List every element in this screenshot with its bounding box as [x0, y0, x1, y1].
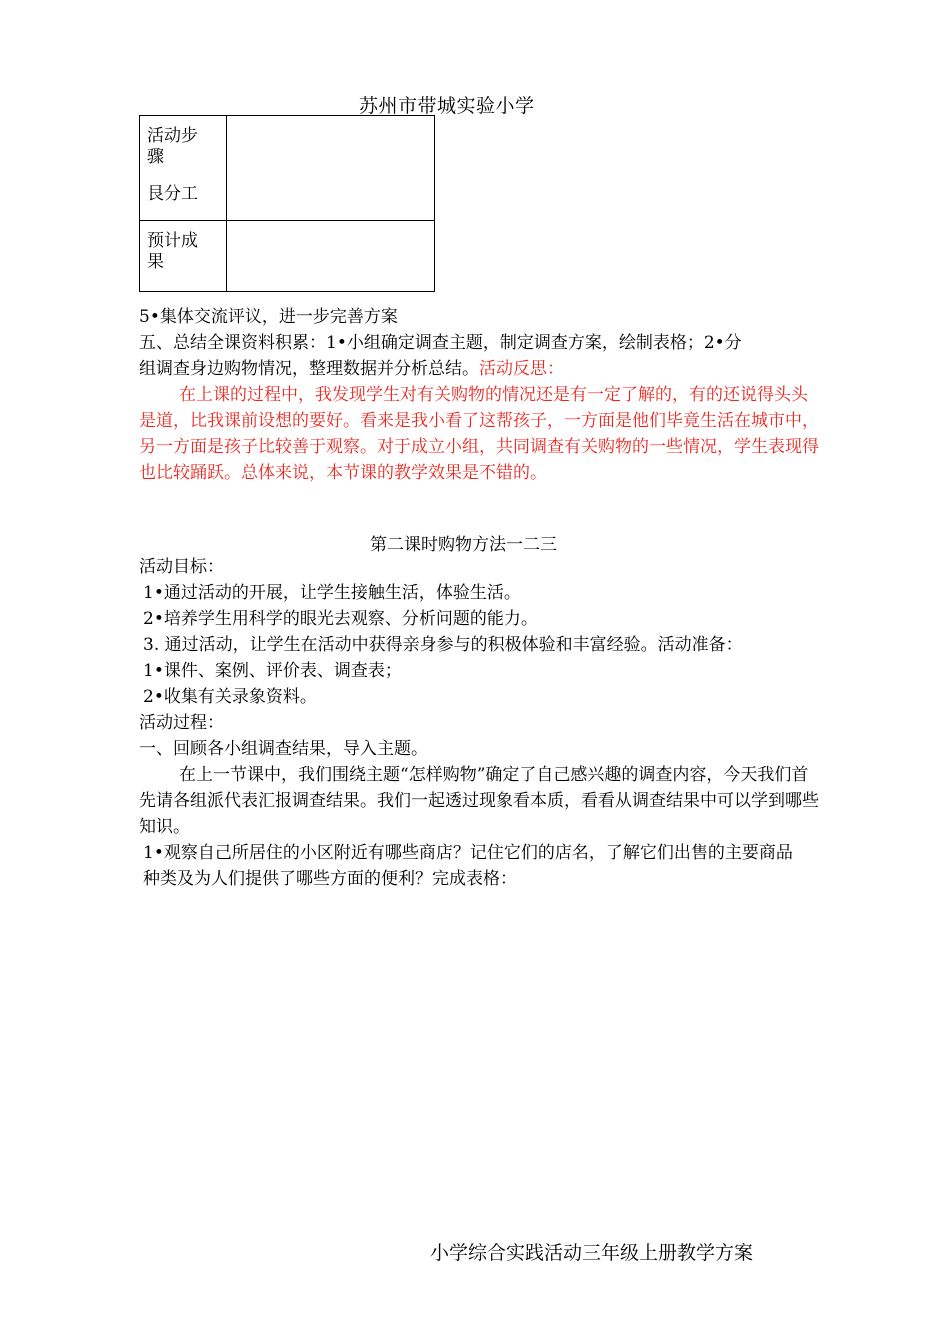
step-1-paragraph: 在上一节课中，我们围绕主题“怎样购物”确定了自己感兴趣的调查内容，今天我们首先请各组派代表汇报调查结果。我们一起透过现象看本质，看看从调查结果中可以学到哪些知识。 [139, 765, 819, 837]
task-1: 1•观察自己所居住的小区附近有哪些商店？记住它们的店名，了解它们出售的主要商品种类及为人们提供了哪些方面的便利？完成表格： [143, 843, 793, 889]
reflection-paragraph: 在上课的过程中，我发现学生对有关购物的情况还是有一定了解的，有的还说得头头是道，比我课前设想的要好。看来是我小看了这帮孩子，一方面是他们毕竟生活在城市中，另一方面是孩子比较善于观察。对于成立小组，共同调查有关购物的一些情况，学生表现得也比较踊跃。总体来说，本节课的教学效果是不错的。 [139, 385, 819, 483]
summary-line-2: 组调查身边购物情况，整理数据并分析总结。活动反思： [139, 359, 564, 379]
table-row [140, 116, 435, 221]
footer-title: 小学综合实践活动三年级上册教学方案 [430, 1242, 754, 1264]
goals-title: 活动目标： [139, 557, 224, 577]
table-row [140, 221, 435, 292]
goal-1: 1•通过活动的开展，让学生接触生活，体验生活。 [143, 583, 521, 603]
reflection-title: 活动反思： [479, 359, 564, 379]
plan-table [139, 115, 435, 292]
summary-line: 五、总结全课资料积累：1•小组确定调查主题，制定调查方案，绘制表格；2•分 [139, 333, 742, 353]
table-cell-steps-empty [227, 116, 435, 221]
process-title: 活动过程： [139, 713, 224, 733]
summary-section [139, 304, 819, 486]
lesson-2-body [139, 554, 819, 892]
lesson-2-heading: 第二课时购物方法一二三 [370, 535, 557, 555]
prep-1: 1•课件、案例、评价表、调查表； [143, 661, 402, 681]
step-1-title: 一、回顾各小组调查结果，导入主题。 [139, 739, 428, 759]
step-5-text: 5•集体交流评议，进一步完善方案 [139, 307, 398, 327]
table-label-steps: 活动步 骤 艮分工 [140, 116, 227, 221]
table-cell-results-empty [227, 221, 435, 292]
goal-2: 2•培养学生用科学的眼光去观察、分析问题的能力。 [143, 609, 538, 629]
prep-2: 2•收集有关录象资料。 [143, 687, 317, 707]
goal-3: 3. 通过活动，让学生在活动中获得亲身参与的积极体验和丰富经验。活动准备： [143, 635, 743, 655]
table-label-results: 预计成 果 [140, 221, 227, 292]
school-title: 苏州市带城实验小学 [359, 95, 535, 117]
